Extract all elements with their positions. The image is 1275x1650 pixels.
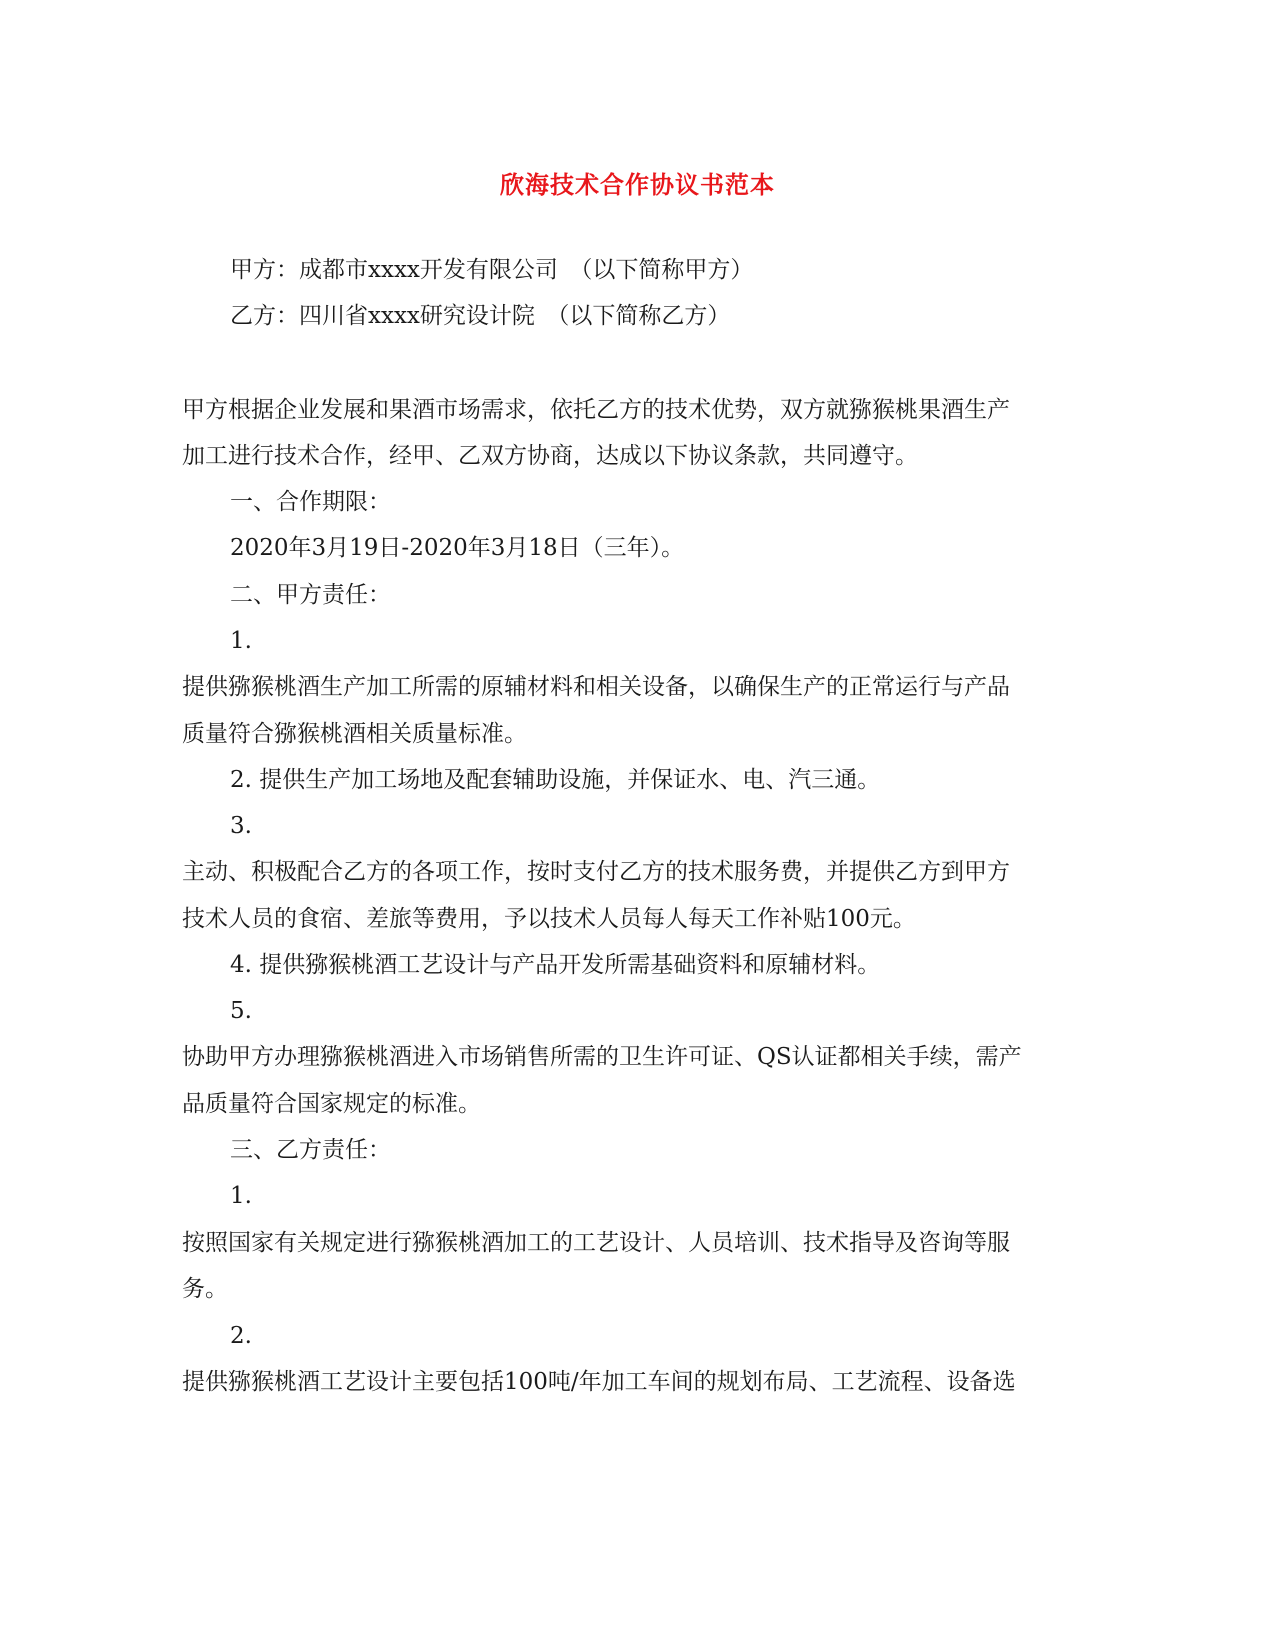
party-b-line: 乙方：四川省xxxx研究设计院 （以下简称乙方） xyxy=(230,303,731,329)
document-title: 欣海技术合作协议书范本 xyxy=(500,170,775,199)
cooperation-period: 2020年3月19日-2020年3月18日（三年）。 xyxy=(230,535,685,561)
party-a-item-5-number: 5. xyxy=(230,998,252,1024)
party-a-item-2: 2. 提供生产加工场地及配套辅助设施，并保证水、电、汽三通。 xyxy=(230,767,881,793)
party-a-item-4: 4. 提供猕猴桃酒工艺设计与产品开发所需基础资料和原辅材料。 xyxy=(230,952,881,978)
section-3-heading: 三、乙方责任： xyxy=(230,1137,391,1163)
party-b-item-1-line-1: 按照国家有关规定进行猕猴桃酒加工的工艺设计、人员培训、技术指导及咨询等服 xyxy=(182,1230,1010,1256)
intro-line-2: 加工进行技术合作，经甲、乙双方协商，达成以下协议条款，共同遵守。 xyxy=(182,443,918,469)
intro-line-1: 甲方根据企业发展和果酒市场需求，依托乙方的技术优势，双方就猕猴桃果酒生产 xyxy=(182,397,1010,423)
party-b-item-1-number: 1. xyxy=(230,1183,252,1209)
party-b-item-2-number: 2. xyxy=(230,1323,252,1349)
party-a-item-3-number: 3. xyxy=(230,813,252,839)
party-a-item-5-line-2: 品质量符合国家规定的标准。 xyxy=(182,1091,481,1117)
section-1-heading: 一、合作期限： xyxy=(230,489,391,515)
party-a-item-3-line-1: 主动、积极配合乙方的各项工作，按时支付乙方的技术服务费，并提供乙方到甲方 xyxy=(182,859,1010,885)
party-a-item-1-number: 1. xyxy=(230,628,252,654)
section-2-heading: 二、甲方责任： xyxy=(230,582,391,608)
party-b-item-2-line-1: 提供猕猴桃酒工艺设计主要包括100吨/年加工车间的规划布局、工艺流程、设备选 xyxy=(182,1369,1016,1395)
party-a-item-3-line-2: 技术人员的食宿、差旅等费用，予以技术人员每人每天工作补贴100元。 xyxy=(182,906,916,932)
party-a-item-1-line-1: 提供猕猴桃酒生产加工所需的原辅材料和相关设备，以确保生产的正常运行与产品 xyxy=(182,674,1010,700)
party-a-item-1-line-2: 质量符合猕猴桃酒相关质量标准。 xyxy=(182,721,527,747)
party-a-item-5-line-1: 协助甲方办理猕猴桃酒进入市场销售所需的卫生许可证、QS认证都相关手续，需产 xyxy=(182,1044,1022,1070)
party-b-item-1-line-2: 务。 xyxy=(182,1276,228,1302)
party-a-line: 甲方：成都市xxxx开发有限公司 （以下简称甲方） xyxy=(230,257,754,283)
